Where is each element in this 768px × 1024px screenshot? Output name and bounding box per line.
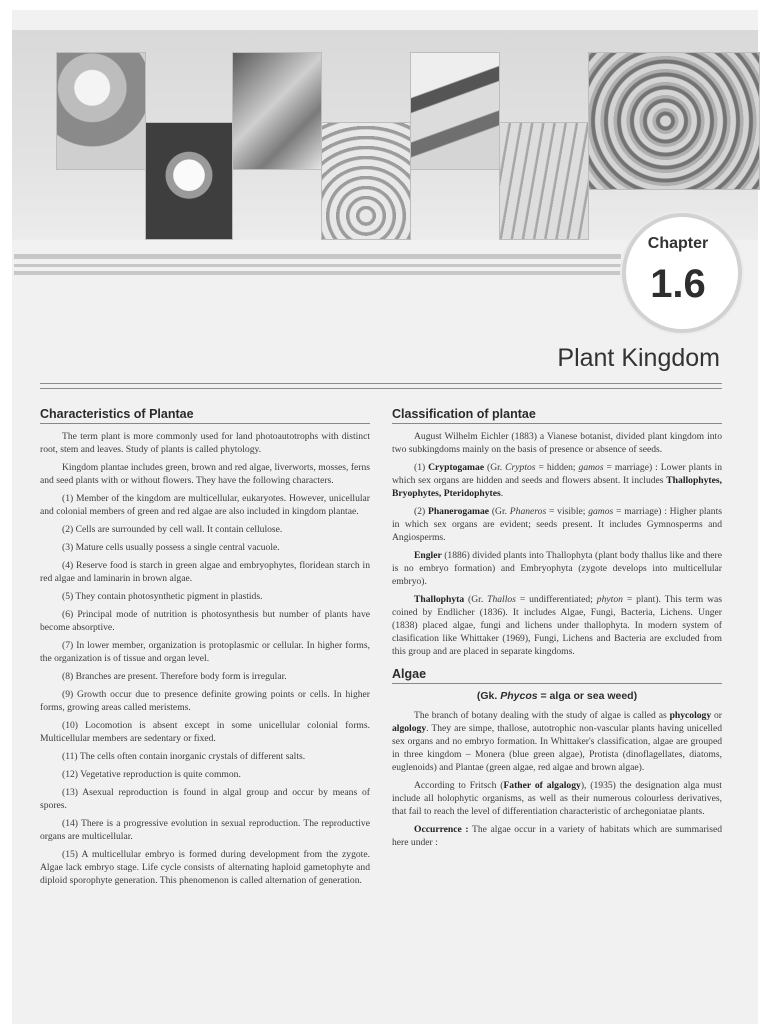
dandelion-image xyxy=(145,122,233,240)
term: phycology xyxy=(669,710,712,721)
butterfly-image xyxy=(410,52,500,170)
chapter-label: Chapter xyxy=(647,235,709,252)
text: . xyxy=(500,488,504,499)
characteristic-item: (10) Locomotion is absent except in some unicellular colonial forms. Multicellular members are sedentary or fixed. xyxy=(40,720,370,744)
greek-term: Thallos xyxy=(487,594,516,605)
text: = visible; xyxy=(546,506,589,517)
chapter-number: 1.6 xyxy=(650,262,706,306)
term: Father of algalogy xyxy=(503,780,581,791)
greek-term: gamos xyxy=(588,506,614,517)
scientist-microscope-image xyxy=(56,52,146,170)
greek-term: Phycos xyxy=(500,690,538,702)
term: Occurrence : xyxy=(414,824,469,835)
characteristic-item: (9) Growth occur due to presence definite growing points or cells. In higher forms, growing areas called meristems. xyxy=(40,689,370,713)
term: Cryptogamae xyxy=(428,462,485,473)
thallophyta-paragraph xyxy=(392,593,722,658)
characteristic-item: (14) There is a progressive evolution in sexual reproduction. The reproductive organs are multicellular. xyxy=(40,818,370,842)
characteristic-item: (7) In lower member, organization is protoplasmic or cellular. In higher forms, the organization is of tissue and organ level. xyxy=(40,640,370,664)
text: = undifferentiated; xyxy=(515,594,597,605)
text: (1) xyxy=(414,462,429,473)
characteristic-item: (6) Principal mode of nutrition is photosynthesis but number of plants have become absorptive. xyxy=(40,609,370,633)
section-heading: Characteristics of Plantae xyxy=(40,408,370,424)
title-rule xyxy=(40,383,722,384)
text: (1886) divided plants into Thallophyta (plant body thallus like and there is no embryo formation) and Embryophyta (zygote develops into multicellular embryo). xyxy=(392,550,722,587)
left-column xyxy=(40,408,370,892)
term: Engler xyxy=(414,550,442,561)
text: or xyxy=(711,710,723,721)
header-stripe xyxy=(14,271,621,275)
text: (Gk. xyxy=(476,690,501,702)
greenhouse-image xyxy=(499,122,589,240)
greek-term: Phaneros xyxy=(509,506,547,517)
paragraph: August Wilhelm Eichler (1883) a Vianese botanist, divided plant kingdom into two subkingdoms mainly on the basis of presence or absence of seeds. xyxy=(392,431,722,455)
text: = marriage) : Lower plants in which sex organs are hidden and seeds and flowers absent. It includes xyxy=(392,462,722,486)
section-heading: Algae xyxy=(392,668,722,684)
text: ), (1935) the designation alga must include all holophytic organisms, as well as their numerous colourless derivatives, that fail to reach the level of differentiation characteristic of archegoniatae plants. xyxy=(392,780,722,817)
dna-helix-image xyxy=(232,52,322,170)
characteristic-item: (13) Asexual reproduction is found in algal group and occur by means of spores. xyxy=(40,787,370,811)
characteristic-item: (11) The cells often contain inorganic crystals of different salts. xyxy=(62,751,306,762)
text: = hidden; xyxy=(535,462,579,473)
right-column xyxy=(392,408,722,854)
header-stripe xyxy=(14,264,621,267)
text: (Gr. xyxy=(484,462,506,473)
text: The branch of botany dealing with the study of algae is called as xyxy=(414,710,670,721)
term: Thallophytes, Bryophytes, Pteridophytes xyxy=(392,475,722,499)
chapter-title: Plant Kingdom xyxy=(557,344,720,372)
text: . They are simpe, thallose, autotrophic non-vascular plants having unicelled sex organs and no embryo formation. In Whittaker's classification, algae are grouped in three kingdom – Monera (blue green algae), Protista (dinoflagellates, diatoms, euglenoids) and Plantae (green algae, red algae and brown algae). xyxy=(392,723,722,773)
text: (2) xyxy=(414,506,428,517)
characteristic-item: (2) Cells are surrounded by cell wall. It contain cellulose. xyxy=(62,524,283,535)
cryptogamae-paragraph xyxy=(392,461,722,500)
text: (Gr. xyxy=(464,594,488,605)
characteristic-item: (15) A multicellular embryo is formed during development from the zygote. Algae lack embryo stage. Life cycle consists of alternating haploid gametophyte and diploid sporophyte generation. This phenomenon is called alternation of generation. xyxy=(40,849,370,886)
title-rule xyxy=(40,388,722,389)
section-heading: Classification of plantae xyxy=(392,408,722,424)
greek-term: Cryptos xyxy=(505,462,536,473)
term: Thallophyta xyxy=(414,594,465,605)
paragraph: Kingdom plantae includes green, brown and red algae, liverworts, mosses, ferns and seed plants with or without flowers. They have the following characters. xyxy=(40,462,370,486)
characteristic-item: (3) Mature cells usually possess a single central vacuole. xyxy=(62,542,280,553)
text: According to Fritsch ( xyxy=(414,780,504,791)
term: Phanerogamae xyxy=(427,506,490,517)
paragraph: The term plant is more commonly used for land photoautotrophs with distinct root, stem and leaves. Study of plants is called phytology. xyxy=(40,431,370,455)
text: = alga or sea weed) xyxy=(537,690,638,702)
text: (Gr. xyxy=(489,506,510,517)
characteristic-item: (8) Branches are present. Therefore body form is irregular. xyxy=(62,671,287,682)
characteristic-item: (5) They contain photosynthetic pigment in plastids. xyxy=(62,591,263,602)
paragraph xyxy=(392,709,722,774)
greek-term: gamos xyxy=(578,462,604,473)
starfish-image xyxy=(588,52,760,190)
engler-paragraph xyxy=(392,549,722,588)
text: The algae occur in a variety of habitats which are summarised here under : xyxy=(392,824,722,848)
header-stripe xyxy=(14,254,621,259)
text: = marriage) : Higher plants in which sex organs are evident; seeds present. It includes Gymnosperms and Angiosperms. xyxy=(392,506,722,543)
subheading xyxy=(392,690,722,703)
term: algology xyxy=(392,723,427,734)
occurrence-paragraph xyxy=(392,823,722,849)
greek-term: phyton xyxy=(596,594,623,605)
characteristic-item: (12) Vegetative reproduction is quite common. xyxy=(62,769,241,780)
phanerogamae-paragraph xyxy=(392,505,722,544)
text: = plant). This term was coined by Endlicher (1836). It includes Algae, Fungi, Bacteria, Lichens. Unger (1838) placed algae, fungi and lichens under thallophyta. In modern system of clasification like Whittaker (1969), Fungi, Lichens and Bacteria are excluded from this group and are placed in separate kingdoms. xyxy=(392,594,722,657)
sea-anemone-image xyxy=(321,122,411,240)
paragraph xyxy=(392,779,722,818)
characteristic-item: (1) Member of the kingdom are multicellular, eukaryotes. However, unicellular and colonial members of green and red algae are also included in kingdom plantae. xyxy=(40,493,370,517)
characteristic-item: (4) Reserve food is starch in green algae and embryophytes, floridean starch in red algae and laminarin in brown algae. xyxy=(40,560,370,584)
